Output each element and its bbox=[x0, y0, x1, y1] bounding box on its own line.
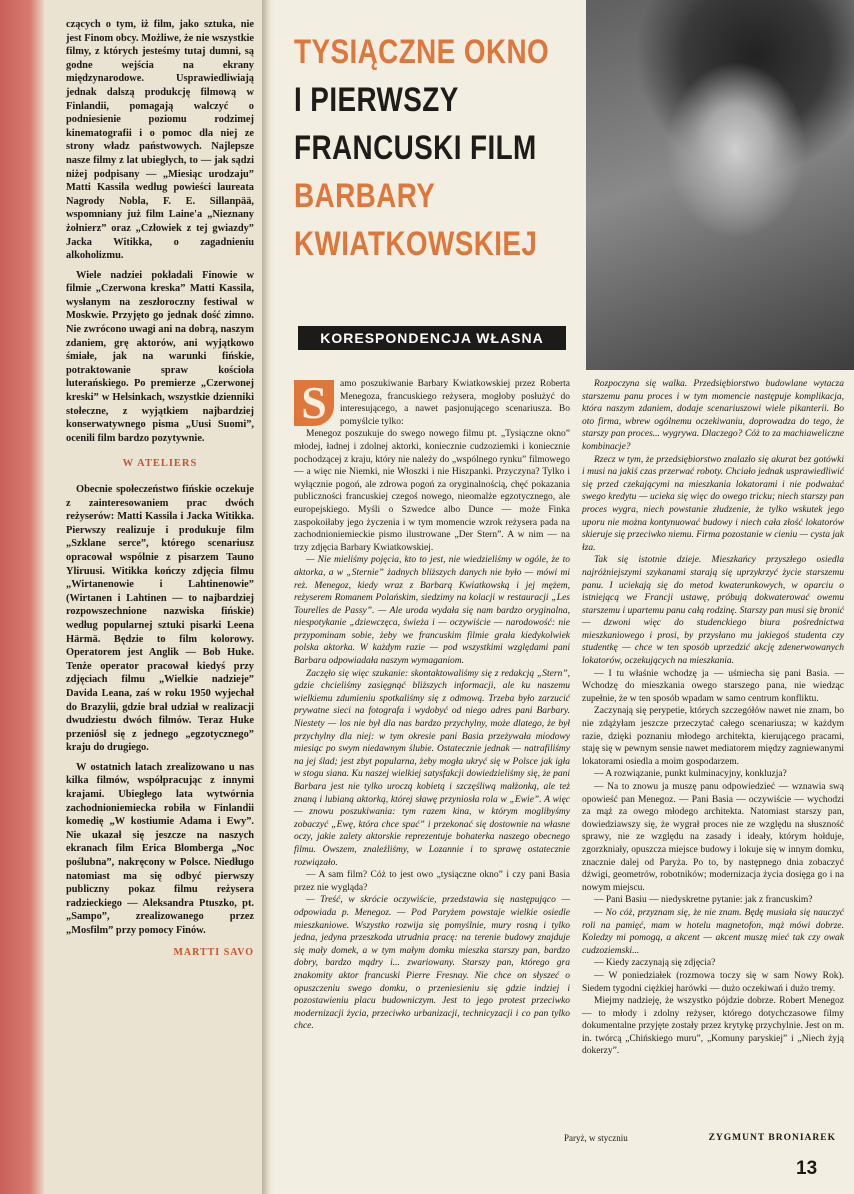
right-column bbox=[582, 378, 844, 1058]
right-paragraph-6: — A rozwiązanie, punkt kulminacyjny, konkluzja? bbox=[594, 769, 787, 780]
portrait-photo bbox=[586, 0, 854, 370]
mid-paragraph-4: Zaczęło się więc szukanie: skontaktowaliśmy się z redakcją „Stern”, gdzie chcieliśmy zasięgnąć bliższych informacji, ale ku naszemu wielkiemu zdumieniu spotkaliśmy się z odmową. Trzeba było zarzucić prywatne sieci na fotografa i wydobyć od niego adres pani Barbary. Niestety — los nie był dla nas bardzo przychylny, może dlatego, że był przychylny dla niej: w tym okresie pani Basia przeżywała miodowy miesiąc po swym niedawnym ślubie. Ostatecznie jednak — natrafiliśmy na jej ślad; jest zbyt popularna, żeby mogła ukryć się w Polsce jak igła w stogu siana. Ku naszej wielkiej satysfakcji dowiedzieliśmy się, że pani Barbara jest nie tylko uroczą kobietą i szczęśliwą małżonką, ale też znaną i lubianą aktorką, której sławę przyniosła rola w „Ewie”. A więc — znowu poszukiwania: tym razem kina, w którym moglibyśmy zobaczyć „Ewę, która chce spać” i przekonać się dostownie na własne oczy, jakie zalety aktorskie reprezentuje bohaterka naszego obecnego filmu. Owszem, znaleźliśmy, w Lozannie i to sprawę ostatecznie rozwiązało. bbox=[294, 668, 570, 868]
right-paragraph-3: Tak się istotnie dzieje. Mieszkańcy przyszłego osiedla najróżniejszymi szykanami starają się uprzykrzyć życie starszemu panu. I uciekają się do metod kwaterunkowych, w oparciu o istniejącą we Francji ustawę, próbują dokwaterować owemu starszemu i upartemu panu całą rodzinę. Starszy pan musi się bronić — dzwoni więc do studenckiego biura pośrednictwa mieszkaniowego i prosi, by przysłano mu jakiegoś studenta czy studentkę — chce w ten sposób uprzedzić akcję zdenerwowanych lokatorów, oczekujących na mieszkania. bbox=[582, 555, 844, 667]
right-paragraph-8: — Pani Basiu — niedyskretne pytanie: jak z francuskim? bbox=[594, 895, 813, 906]
title-line-1: TYSIĄCZNE OKNO bbox=[294, 33, 550, 71]
left-paragraph-2: Wiele nadziei pokładali Finowie w filmie „Czerwona kreska” Matti Kassila, wysłanym na zeszłoroczny festiwal w Moskwie. Przyjęto go jednak dość zimno. Nie zwrócono uwagi ani na dobrą, naszym zdaniem, grę aktorów, ani wyjątkowo śmiałe, jak na warunki fińskie, potraktowanie spraw kościoła luterańskiego. Po premierze „Czerwonej kreski” w Helsinkach, wszystkie dzienniki stołeczne, z wyjątkiem najbardziej konserwatywnego pisma „Uusi Suomi”, ocenili film bardzo pozytywnie. bbox=[66, 269, 254, 444]
left-page bbox=[0, 0, 262, 1194]
dateline: Paryż, w styczniu bbox=[564, 1133, 628, 1143]
left-signature: MARTTI SAVO bbox=[173, 946, 254, 958]
right-paragraph-9: — No cóż, przyznam się, że nie znam. Będę musiała się nauczyć roli na pamięć, mam w hotelu magnetofon, mąż mówi dobrze. Koledzy mi pomogą, a akcent — akcent muszę mieć tak czy owak cudzoziemski... bbox=[582, 907, 844, 956]
article-signature bbox=[564, 1133, 836, 1143]
drop-cap: S bbox=[294, 380, 334, 426]
page-number: 13 bbox=[796, 1158, 818, 1179]
title-line-4: BARBARY bbox=[294, 177, 436, 215]
right-paragraph-11: — W poniedziałek (rozmowa toczy się w sam Nowy Rok). Siedem tygodni ciężkiej harówki — dużo oczekiwań i dużo tremy. bbox=[582, 970, 844, 994]
mid-paragraph-3: — Nie mieliśmy pojęcia, kto to jest, nie wiedzieliśmy w ogóle, że to aktorka, a w „Sternie” żadnych bliższych danych nie było — mówi mi reż. Menegoz, kiedy wraz z Barbarą Kwiatkowską i jej mężem, reżyserem Romanem Polańskim, siedzimy na kolacji w restauracji „Les Tourelles de Passy”. — Ale uroda wydała się nam bardzo oryginalna, niespotykanie „dziewczęca, świeża i — oczywiście — narodowość: nie przypominam sobie, żeby we francuskim filmie grała kiedykolwiek polska aktorka. W każdym razie — pod wszystkimi względami pani Barbara odpowiadała naszym wymaganiom. bbox=[294, 555, 570, 667]
right-paragraph-10: — Kiedy zaczynają się zdjęcia? bbox=[594, 958, 716, 969]
middle-column bbox=[294, 378, 570, 1033]
left-paragraph-1: czących o tym, iż film, jako sztuka, nie jest Finom obcy. Możliwe, że nie wszystkie filmy, z których jesteśmy tutaj dumni, są godne wejścia na ekrany międzynarodowe. Usprawiedliwiają jednak dalszą produkcję filmową w Finlandii, pomagają walczyć o podniesienie poziomu rodzimej kinematografii i o pomoc dla niej ze strony władz państwowych. Najlepsze nasze filmy z lat ubiegłych, to — jak sądzi niżej podpisany — „Miesiąc urodzaju” Matti Kassila według powieści laureata Nagrody Nobla, F. E. Sillanpää, wspomniany już film Laine'a „Nieznany żołnierz” oraz „Człowiek z tej gwiazdy” Jacka Witikka, o zagadnieniu alkoholizmu. bbox=[66, 19, 254, 262]
right-paragraph-12: Miejmy nadzieję, że wszystko pójdzie dobrze. Robert Menegoz — to młody i zdolny reżyser, którego dotychczasowe filmy dokumentalne przyjęte zostały przez krytykę przychylnie. Jest on m. in. twórcą „Chińskiego muru”, „Komuny paryskiej” i „Niech żyją dokerzy”. bbox=[582, 996, 844, 1057]
mid-paragraph-5: — A sam film? Cóż to jest owo „tysiączne okno” i czy pani Basia przez nie wygląda? bbox=[294, 870, 570, 893]
author-name: ZYGMUNT BRONIAREK bbox=[708, 1133, 836, 1143]
left-page-edge bbox=[0, 0, 44, 1194]
mid-paragraph-1: amo poszukiwanie Barbary Kwiatkowskiej przez Roberta Menegoza, francuskiego reżysera, mogłoby posłużyć do interesującego, a nawet pasjonującego scenariusza. Bo pomyślcie tylko: bbox=[340, 379, 570, 427]
article-title bbox=[294, 28, 550, 268]
left-subheading: W ATELIERS bbox=[122, 458, 198, 470]
mid-paragraph-6: — Treść, w skrócie oczywiście, przedstawia się następująco — odpowiada p. Menegoz. — Pod Paryżem powstaje wielkie osiedle mieszkaniowe. Wszystko rozwija się pomyślnie, mury rosną i tylko jedna, jedyna przeszkoda utrudnia pracę: na terenie budowy znajduje się mały domek, a w tym małym domku mieszka starszy pan, bardzo dobry, bardzo mądry i... zwariowany. Starszy pan, którego gra znakomity aktor francuski Pierre Fresnay. Nie chce on słyszeć o opuszczeniu swego domku, o przeniesieniu się gdzie indziej i pozostawieniu placu budowniczym. Jest to jego protest przeciwko modernizacji życia, przeciwko urbanizacji, technicyzacji i co pan tylko chce. bbox=[294, 895, 570, 1032]
correspondence-banner: KORESPONDENCJA WŁASNA bbox=[298, 326, 566, 350]
mid-paragraph-2: Menegoz poszukuje do swego nowego filmu pt. „Tysiączne okno” młodej, ładnej i zdolnej aktorki, koniecznie cudzoziemki i koniecznie pochodzącej z kraju, który nie należy do „wspólnego rynku” filmowego — a więc nie Niemki, nie Włoszki i nie Hiszpanki. Przyczyna? Tylko i wyłącznie pogoń, ale zdrowa pogoń za oryginalnością, chęć pokazania publiczności francuskiej czegoś nowego, nieomalże egzotycznego, ale europejskiego. Myśli o Szwedce albo Dunce — może Finka zaspokoiłaby jego życzenia i w tym momencie wzrok reżysera pada na zachodnioniemieckie pismo ilustrowane „Der Stern”. A w nim — na trzy zdjęcia Barbary Kwiatkowskiej. bbox=[294, 429, 570, 553]
left-paragraph-4: W ostatnich latach zrealizowano u nas kilka filmów, współpracując z innymi krajami. Ubiegłego lata wytwórnia zachodnioniemiecka robiła w Finlandii komedię „W kostiumie Adama i Ewy”. Nie ukazał się jeszcze na naszych ekranach film Erica Blomberga „Noc poślubna”, nakręcony w Polsce. Niedługo natomiast ma się odbyć pierwszy publiczny pokaz filmu reżysera radzieckiego — Aleksandra Ptuszko, pt. „Sampo”, zrealizowanego przez „Mosfilm” przy pomocy Finów. bbox=[66, 761, 254, 936]
title-line-5: KWIATKOWSKIEJ bbox=[294, 225, 538, 263]
left-paragraph-3: Obecnie społeczeństwo fińskie oczekuje z zainteresowaniem prac dwóch reżyserów: Matti Kassila i Jacka Witikka. Pierwszy realizuje i produkuje film „Szklane serce”, którego scenariusz opracował wspólnie z pisarzem Tauno Yliruusi. Witikka kończy zdjęcia filmu „Wirtanenowie i Lahtinenowie” (Wirtanen i Lahtinen — to najbardziej rozpowszechnione nazwiska fińskie) według popularnej sztuki pisarki Leena Härmä. Będzie to film kolorowy. Operatorem jest Anglik — Bob Huke. Tenże operator pracował kiedyś przy zdjęciach filmu „Wielkie nadzieje” Davida Leana, zaś w roku 1950 wyjechał do Brazylii, gdzie brał udział w realizacji dwudziestu dwóch filmów. Teraz Huke przeniósł się z jednego „egzotycznego” kraju do drugiego. bbox=[66, 484, 254, 754]
right-page bbox=[276, 0, 854, 1194]
right-paragraph-2: Rzecz w tym, że przedsiębiorstwo znalazło się akurat bez gotówki i musi na jakiś czas przerwać roboty. Chciało jednak usprawiedliwić się przed czekającymi na mieszkania lokatorami i nie podważać swego kredytu — ucieka się więc do owego tricku; niech starszy pan proces wygra, niech powstanie złudzenie, że tylko wskutek jego uporu nie można kontynuować budowy i niech cała złość lokatorów skieruje się przeciwko niemu. Firma pozostanie w cieniu — cysta jak łza. bbox=[582, 454, 844, 553]
page-gutter bbox=[262, 0, 276, 1194]
left-column bbox=[66, 18, 254, 959]
right-paragraph-4: — I tu właśnie wchodzę ja — uśmiecha się pani Basia. — Wchodzę do mieszkania owego starszego pana, nie wiedząc zupełnie, że w ten sposób wpadam w samo centrum konfliktu. bbox=[582, 668, 844, 704]
right-paragraph-5: Zaczynają się perypetie, których szczegółów nawet nie znam, bo nie zdążyłam jeszcze przeczytać całego scenariusza; w każdym razie, dzięki poznaniu młodego architekta, kierującego pracami, staję się w pewnym sensie nawet mediatorem między zagniewanymi lokatorami osiedla a moim gospodarzem. bbox=[582, 706, 844, 767]
right-paragraph-7: — Na to znowu ja muszę panu odpowiedzieć — wznawia swą opowieść pan Menegoz. — Pani Basia — oczywiście — wychodzi za mąż za owego młodego architekta. Natomiast starszy pan, dowiedziawszy się, że wygrał proces nie ze względu na słuszność sprawy, nie ze względu na zasady i ideały, którym hołduje, zgorzkniały, opuszcza miejsce budowy i lokuje się w innym domku, znacznie dalej od Paryża. Po to, by następnego dnia zobaczyć dźwigi, geometrów, robotników; modernizacja życia dosięga go i na nowym miejscu. bbox=[582, 782, 844, 893]
right-paragraph-1: Rozpoczyna się walka. Przedsiębiorstwo budowlane wytacza starszemu panu proces i w tym momencie następuje komplikacja, która naszym zdaniem, dodaje scenariuszowi wiele pikanterii. Bo oto firma, wbrew ogólnemu oczekiwaniu, doprowadza do tego, że starszy pan proces... wygrywa. Dlaczego? Cóż to za machiaweliczne kombinacje? bbox=[582, 379, 844, 452]
title-line-3: FRANCUSKI FILM bbox=[294, 129, 537, 167]
title-line-2: I PIERWSZY bbox=[294, 81, 459, 119]
